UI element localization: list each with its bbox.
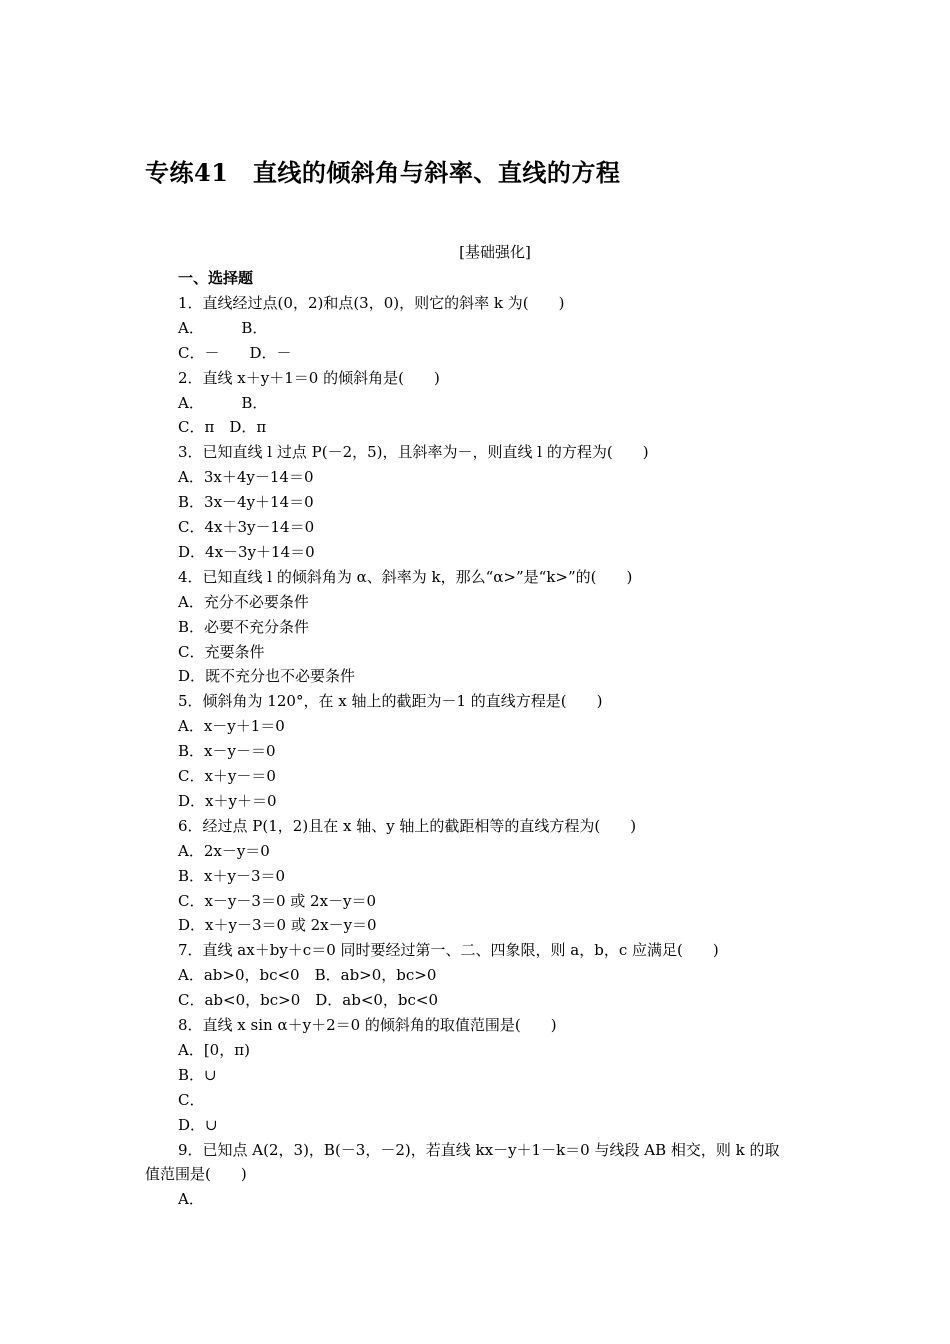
question-line: 9．已知点 A(2，3)，B(－3，－2)，若直线 kx－y＋1－k＝0 与线段 AB 相交，则 k 的取	[178, 1141, 780, 1159]
answer-option: A．	[178, 1190, 204, 1208]
answer-option: B．必要不充分条件	[178, 618, 310, 636]
question-line: 7．直线 ax＋by＋c＝0 同时要经过第一、二、四象限，则 a，b，c 应满足( )	[178, 941, 719, 959]
answer-option: D．既不充分也不必要条件	[178, 667, 356, 685]
question-line: 8．直线 x sin α＋y＋2＝0 的倾斜角的取值范围是( )	[178, 1016, 557, 1034]
answer-option: A． B．	[178, 319, 268, 337]
answer-option: B．x＋y－3＝0	[178, 867, 286, 885]
answer-option: C．x＋y－＝0	[178, 767, 276, 785]
part-heading: 一、选择题	[178, 269, 254, 287]
question-line: 1．直线经过点(0，2)和点(3，0)，则它的斜率 k 为( )	[178, 294, 565, 312]
answer-option: A．x－y＋1＝0	[178, 717, 285, 735]
question-line: 5．倾斜角为 120°，在 x 轴上的截距为－1 的直线方程是( )	[178, 692, 603, 710]
answer-option: D．∪	[178, 1116, 218, 1134]
answer-option: C．π D．π	[178, 418, 267, 436]
answer-option: C．x－y－3＝0 或 2x－y＝0	[178, 892, 377, 910]
page-title: 专练41 直线的倾斜角与斜率、直线的方程	[145, 158, 621, 187]
question-line: 6．经过点 P(1，2)且在 x 轴、y 轴上的截距相等的直线方程为( )	[178, 817, 637, 835]
answer-option: A．[0，π)	[178, 1041, 250, 1059]
answer-option: C．	[178, 1091, 205, 1109]
answer-option: B．x－y－＝0	[178, 742, 276, 760]
answer-option: B．3x－4y＋14＝0	[178, 493, 314, 511]
answer-option: A．3x＋4y－14＝0	[178, 468, 314, 486]
answer-option: C．－ D．－	[178, 344, 292, 362]
question-line: 值范围是( )	[145, 1165, 247, 1183]
question-line: 2．直线 x＋y＋1＝0 的倾斜角是( )	[178, 369, 440, 387]
answer-option: B．∪	[178, 1066, 217, 1084]
answer-option: C．ab<0，bc>0 D．ab<0，bc<0	[178, 991, 439, 1009]
question-line: 4．已知直线 l 的倾斜角为 α、斜率为 k，那么“α>”是“k>”的( )	[178, 568, 633, 586]
section-tag: [基础强化]	[459, 243, 531, 261]
answer-option: C．4x＋3y－14＝0	[178, 518, 315, 536]
question-line: 3．已知直线 l 过点 P(－2，5)，且斜率为－，则直线 l 的方程为( )	[178, 443, 649, 461]
answer-option: D．4x－3y＋14＝0	[178, 543, 315, 561]
answer-option: A． B．	[178, 394, 268, 412]
answer-option: A．ab>0，bc<0 B．ab>0，bc>0	[178, 966, 437, 984]
answer-option: D．x＋y－3＝0 或 2x－y＝0	[178, 916, 377, 934]
answer-option: D．x＋y＋＝0	[178, 792, 277, 810]
answer-option: C．充要条件	[178, 643, 265, 661]
answer-option: A．充分不必要条件	[178, 593, 309, 611]
answer-option: A．2x－y＝0	[178, 842, 270, 860]
